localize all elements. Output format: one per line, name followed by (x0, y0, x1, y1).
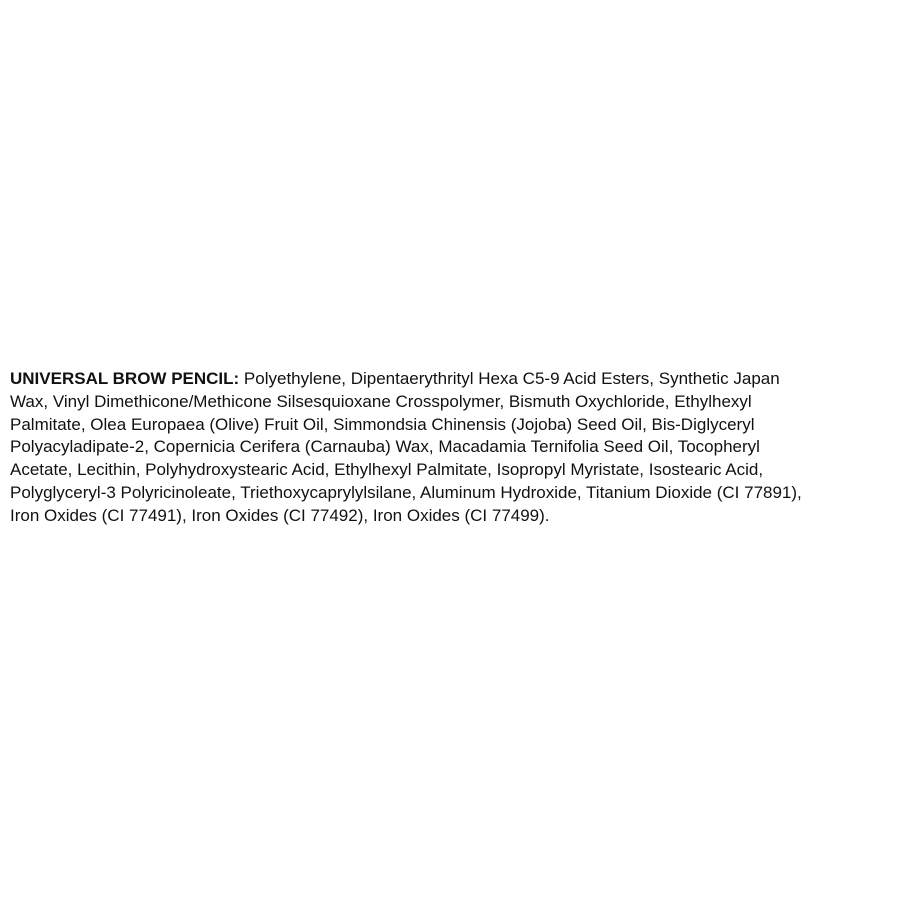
ingredients-paragraph (10, 368, 892, 528)
ingredients-line-3: Palmitate, Olea Europaea (Olive) Fruit Oil, Simmondsia Chinensis (Jojoba) Seed Oil, Bis-Diglyceryl (10, 414, 755, 434)
ingredients-line-4: Polyacyladipate-2, Copernicia Cerifera (Carnauba) Wax, Macadamia Ternifolia Seed Oil, Tocopheryl (10, 437, 760, 457)
product-heading: UNIVERSAL BROW PENCIL: (10, 369, 240, 388)
ingredients-list (10, 368, 892, 528)
ingredients-line-5: Acetate, Lecithin, Polyhydroxystearic Acid, Ethylhexyl Palmitate, Isopropyl Myristate, Isostearic Acid, (10, 460, 764, 480)
ingredients-line-7: Iron Oxides (CI 77491), Iron Oxides (CI 77492), Iron Oxides (CI 77499). (10, 505, 550, 525)
ingredients-line-2: Wax, Vinyl Dimethicone/Methicone Silsesquioxane Crosspolymer, Bismuth Oxychloride, Ethylhexyl (10, 391, 752, 411)
ingredients-line-1 (10, 368, 892, 391)
ingredients-line-6: Polyglyceryl-3 Polyricinoleate, Triethoxycaprylylsilane, Aluminum Hydroxide, Titanium Dioxide (CI 77891), (10, 482, 802, 502)
ingredients-text: Polyethylene, Dipentaerythrityl Hexa C5-9 Acid Esters, Synthetic Japan (239, 369, 780, 388)
